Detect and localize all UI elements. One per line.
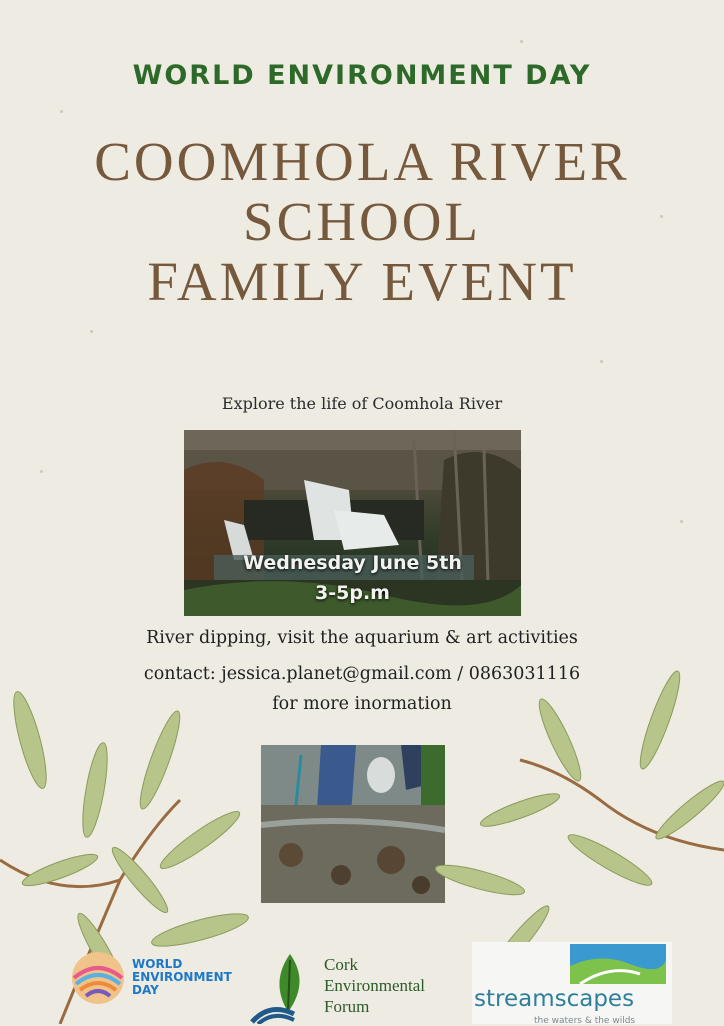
intro-text: Explore the life of Coomhola River	[221, 394, 503, 413]
cef-line-3: Forum	[324, 997, 370, 1016]
streamscapes-logo	[472, 942, 672, 1024]
background-speck	[520, 40, 523, 43]
background-speck	[600, 360, 603, 363]
background-speck	[90, 330, 93, 333]
river-waterfall-photo	[184, 430, 521, 616]
wed-line-1: WORLD	[132, 957, 183, 971]
world-environment-day-logo	[70, 950, 250, 1010]
activities-text: River dipping, visit the aquarium & art activities	[146, 628, 578, 648]
background-speck	[680, 520, 683, 523]
cef-line-2: Environmental	[324, 976, 426, 995]
event-date: Wednesday June 5th	[243, 552, 462, 574]
streamscapes-tagline: the waters & the wilds	[534, 1016, 636, 1026]
stream-landscape-icon	[570, 944, 666, 984]
wed-logo-text	[132, 958, 232, 997]
title-line-1: COOMHOLA RIVER	[94, 131, 630, 192]
streamscapes-name: streamscapes	[474, 986, 635, 1012]
globe-swirl-icon	[70, 950, 126, 1006]
background-speck	[40, 470, 43, 473]
event-banner: WORLD ENVIRONMENT DAY	[132, 60, 592, 91]
leaf-wave-icon	[250, 952, 322, 1024]
river-dipping-illustration	[261, 745, 445, 903]
wed-line-2: ENVIRONMENT	[132, 970, 232, 984]
cef-line-1: Cork	[324, 955, 358, 974]
cork-environmental-forum-logo	[250, 952, 460, 1024]
more-info-text: for more inormation	[272, 694, 452, 714]
title-line-3: FAMILY EVENT	[147, 251, 577, 312]
background-speck	[60, 110, 63, 113]
river-dipping-photo	[261, 745, 445, 903]
contact-text: contact: jessica.planet@gmail.com / 0863031116	[143, 664, 581, 684]
title-line-2: SCHOOL	[242, 191, 482, 252]
wed-line-3: DAY	[132, 983, 159, 997]
cef-logo-text	[324, 954, 425, 1017]
event-time: 3-5p.m	[315, 582, 390, 604]
